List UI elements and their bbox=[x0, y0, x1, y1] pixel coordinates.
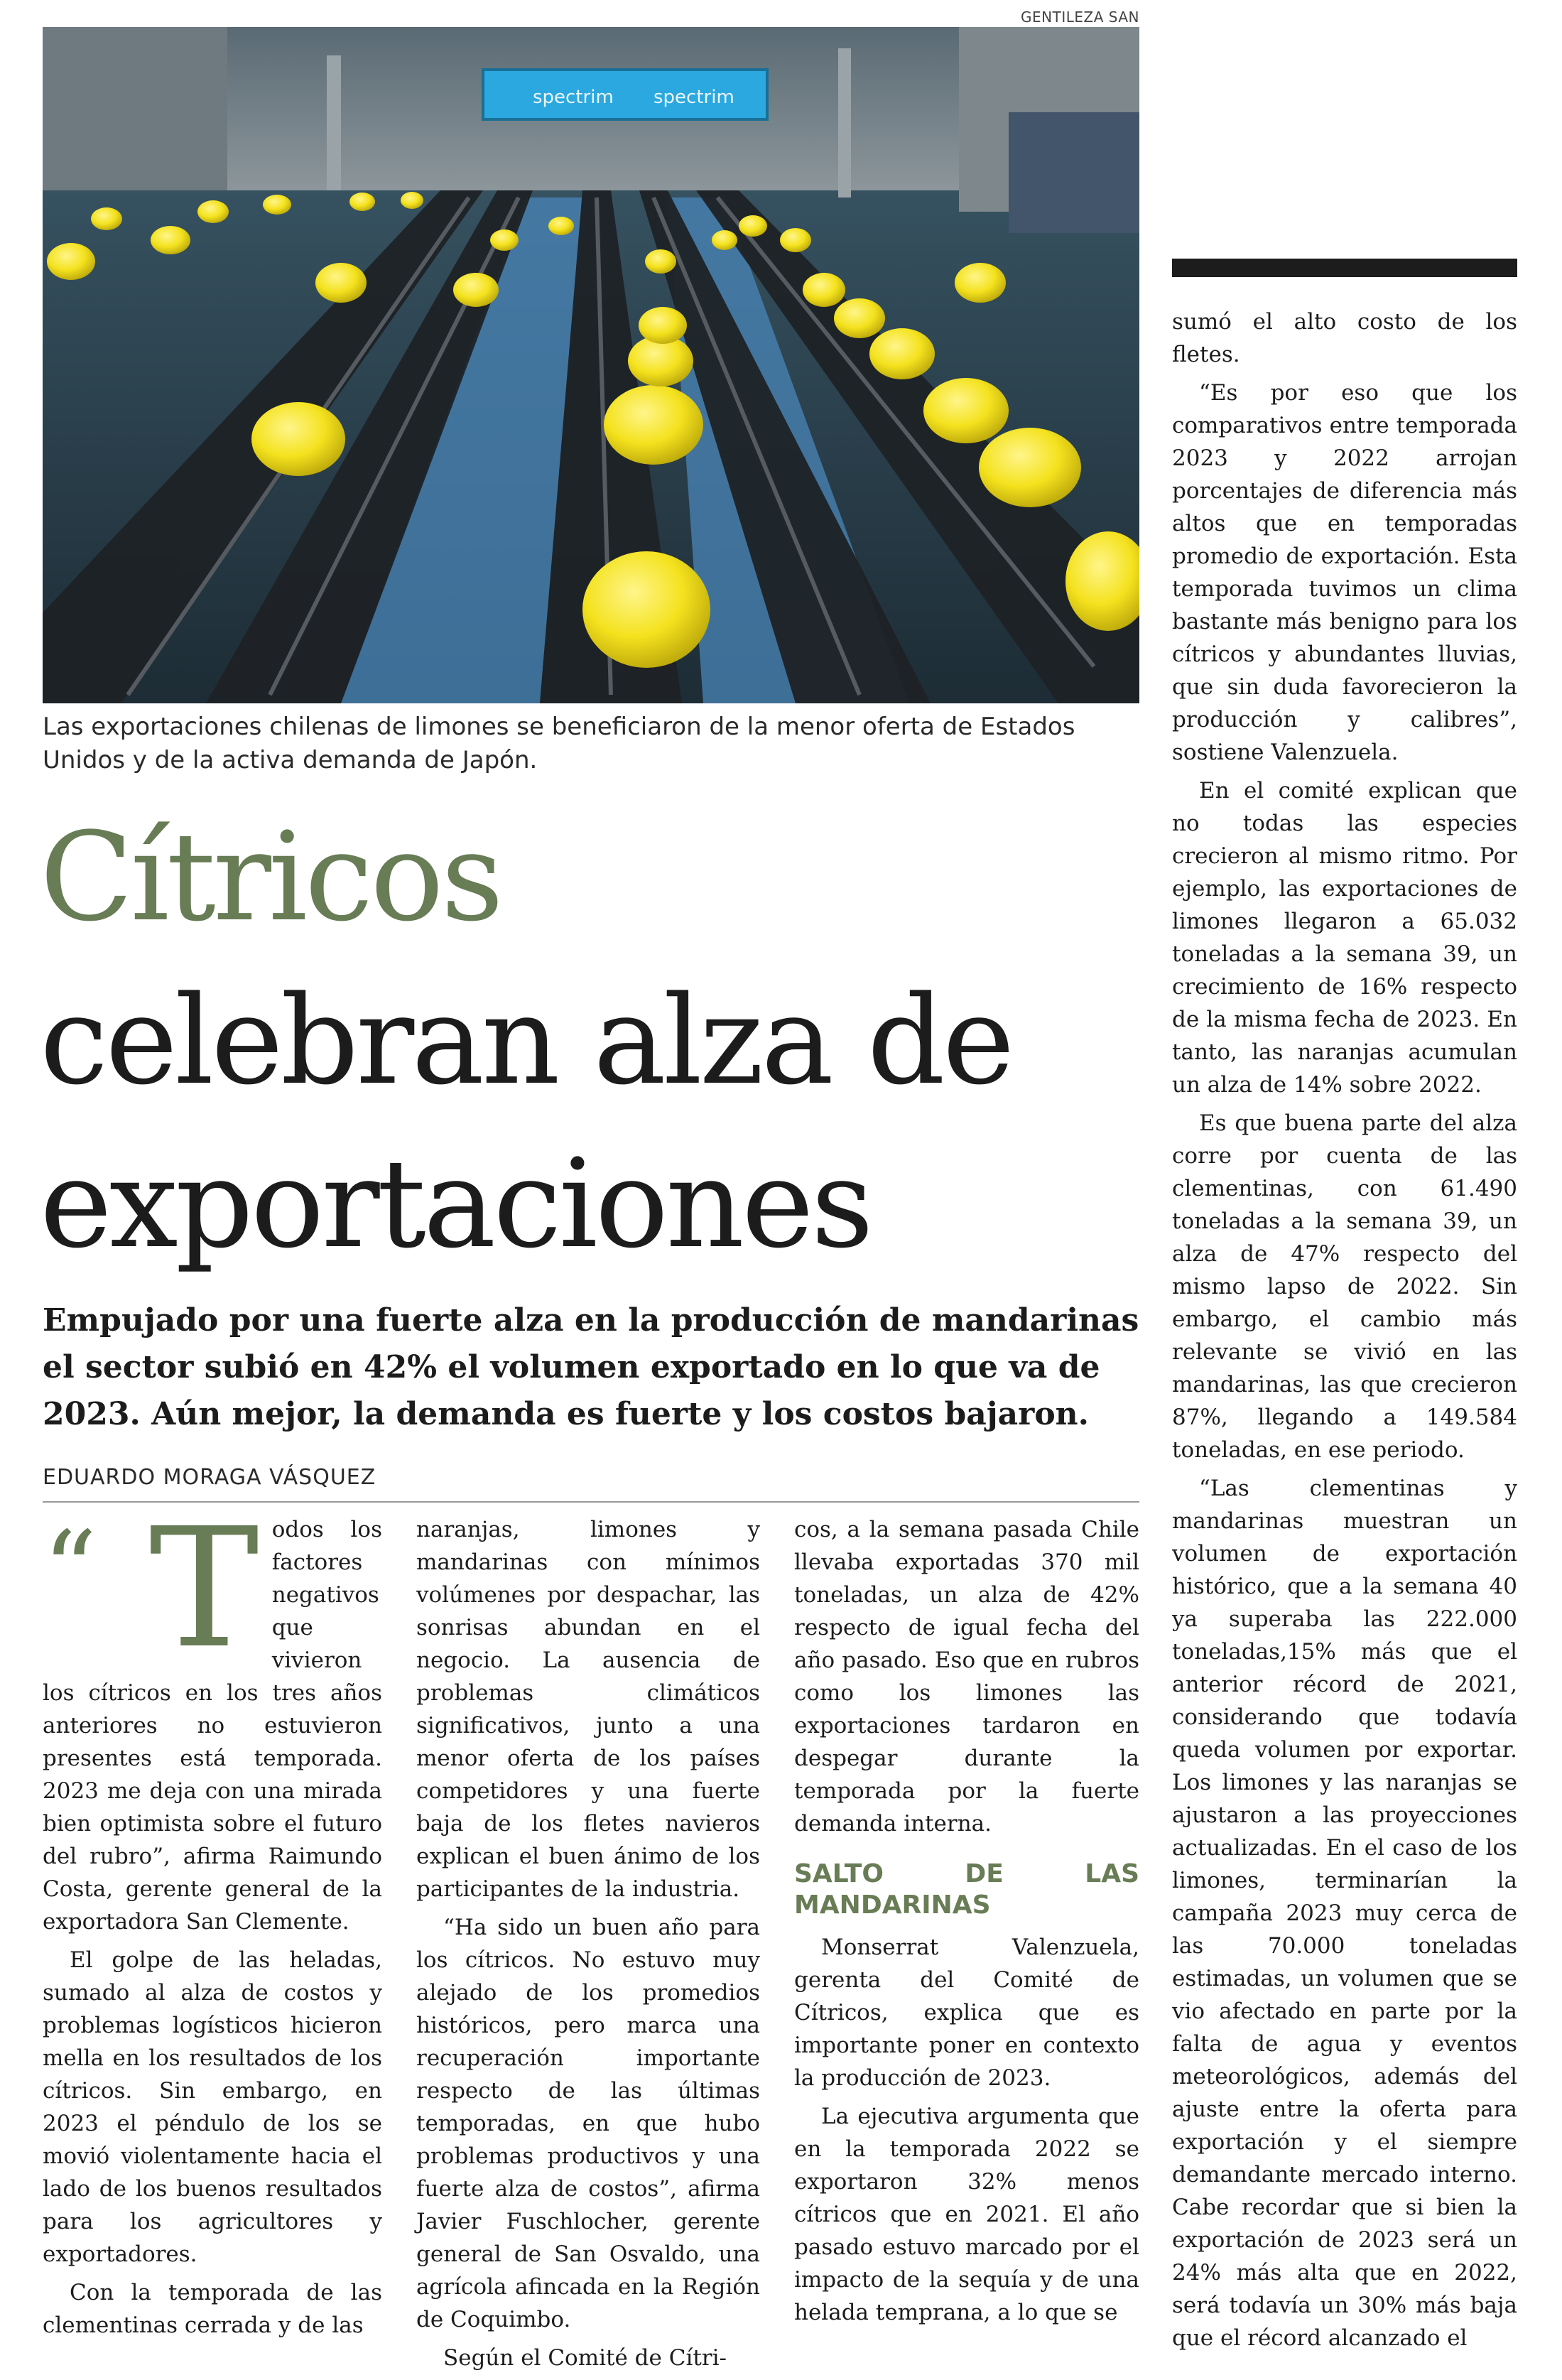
spectrim-sign-left: spectrim bbox=[533, 87, 614, 108]
headline-line-1: Cítricos bbox=[40, 806, 501, 948]
column-top-rule bbox=[1172, 259, 1517, 277]
article-column-2 bbox=[416, 1513, 760, 2380]
article-paragraph: cos, a la semana pasada Chile llevaba exportadas 370 mil toneladas, un alza de 42% respecto de igual fecha del año pasado. Eso que en rubros como los limones las exportaciones tardaron en despegar durante la temporada por la fuerte demanda interna. bbox=[794, 1517, 1139, 1837]
photo-caption: Las exportaciones chilenas de limones se beneficiaron de la menor oferta de Estados Unidos y de la activa demanda de Japón. bbox=[43, 713, 1075, 774]
article-paragraph: Monserrat Valenzuela, gerenta del Comité de Cítricos, explica que es importante poner en contexto la producción de 2023. bbox=[794, 1935, 1139, 2091]
article-paragraph: La ejecutiva argumenta que en la temporada 2022 se exportaron 32% menos cítricos que en 2021. El año pasado estuvo marcado por el impacto de la sequía y de una helada temprana, a lo que se bbox=[794, 2104, 1139, 2325]
article-paragraph: En el comité explican que no todas las especies crecieron al mismo ritmo. Por ejemplo, las exportaciones de limones llegaron a 65.032 toneladas a la semana 39, un crecimiento de 16% respecto de la misma fecha de 2023. En tanto, las naranjas acumulan un alza de 14% sobre 2022. bbox=[1172, 778, 1517, 1098]
opening-quote-mark: “ bbox=[43, 1509, 97, 1633]
article-paragraph: “Ha sido un buen año para los cítricos. No estuvo muy alejado de los promedios históricos, pero marca una recuperación importante respecto de las últimas temporadas, en que hubo problemas productivos y una fuerte alza de costos”, afirma Javier Fuschlocher, gerente general de San Osvaldo, una agrícola afincada en la Región de Coquimbo. bbox=[416, 1915, 760, 2332]
spectrim-sign-right: spectrim bbox=[653, 87, 734, 108]
headline-line-2: celebran alza de bbox=[40, 969, 1012, 1112]
article-paragraph: El golpe de las heladas, sumado al alza de costos y problemas logísticos hicieron mella en los resultados de los cítricos. Sin embargo, en 2023 el péndulo de los se movió violentamente hacia el lado de los buenos resultados para los agricultores y exportadores. bbox=[43, 1947, 382, 2267]
headline-line-3: exportaciones bbox=[40, 1132, 872, 1275]
article-paragraph: Según el Comité de Cítri- bbox=[443, 2345, 727, 2371]
article-column-4 bbox=[1172, 305, 1517, 2360]
article-paragraph: “Es por eso que los comparativos entre temporada 2023 y 2022 arrojan porcentajes de diferencia más altos que en temporadas promedio de exportación. Esta temporada tuvimos un clima bastante más benigno para los cítricos y abundantes lluvias, que sin duda favorecieron la producción y calibres”, sostiene Valenzuela. bbox=[1172, 380, 1517, 765]
article-paragraph: odos los factores negativos que vivieron los cítricos en los tres años anteriores no estuvieron presentes está temporada. 2023 me deja con una mirada bien optimista sobre el futuro del rubro”, afirma Raimundo Costa, gerente general de la exportadora San Clemente. bbox=[43, 1517, 382, 1935]
article-paragraph: “Las clementinas y mandarinas muestran un volumen de exportación histórico, que a la semana 40 ya superaba las 222.000 toneladas,15% más que el anterior récord de 2021, considerando que todavía queda volumen por exportar. Los limones y las naranjas se ajustaron a las proyecciones actualizadas. En el caso de los limones, terminarían la campaña 2023 muy cerca de las 70.000 toneladas estimadas, un volumen que se vio afectado en parte por la falta de agua y eventos meteorológicos, además del ajuste entre la oferta para exportación y el siempre demandante mercado interno. Cabe recordar que si bien la exportación de 2023 será un 24% más alta que en 2022, será todavía un 30% más baja que el récord alcanzado el bbox=[1172, 1476, 1517, 2351]
lead-paragraph: Empujado por una fuerte alza en la producción de mandarinas el sector subió en 42% el volumen exportado en lo que va de 2023. Aún mejor, la demanda es fuerte y los costos bajaron. bbox=[43, 1302, 1139, 1432]
drop-cap: T bbox=[149, 1493, 259, 1684]
article-paragraph: sumó el alto costo de los fletes. bbox=[1172, 309, 1517, 367]
photo-credit: GENTILEZA SAN bbox=[1021, 9, 1139, 26]
article-paragraph: naranjas, limones y mandarinas con mínimos volúmenes por despachar, las sonrisas abundan en el negocio. La ausencia de problemas climáticos significativos, junto a una menor oferta de los países competidores y una fuerte baja de los fletes navieros explican el buen ánimo de los participantes de la industria. bbox=[416, 1517, 760, 1902]
section-subhead: SALTO DE LAS MANDARINAS bbox=[794, 1859, 1139, 1920]
headline bbox=[40, 796, 1148, 1286]
article-paragraph: Con la temporada de las clementinas cerrada y de las bbox=[43, 2280, 382, 2338]
lemon-conveyor-illustration bbox=[43, 27, 1139, 703]
article-column-1 bbox=[43, 1493, 382, 2347]
article-column-3 bbox=[794, 1513, 1139, 2335]
byline: EDUARDO MORAGA VÁSQUEZ bbox=[43, 1465, 1139, 1503]
opening-paragraph bbox=[43, 1493, 382, 1938]
lemon-sorting-photo bbox=[43, 27, 1139, 703]
article-paragraph: Es que buena parte del alza corre por cuenta de las clementinas, con 61.490 toneladas a la semana 39, un alza de 47% respecto del mismo lapso de 2022. Sin embargo, el cambio más relevante se vivió en las mandarinas, las que crecieron 87%, llegando a 149.584 toneladas, en ese periodo. bbox=[1172, 1110, 1517, 1463]
